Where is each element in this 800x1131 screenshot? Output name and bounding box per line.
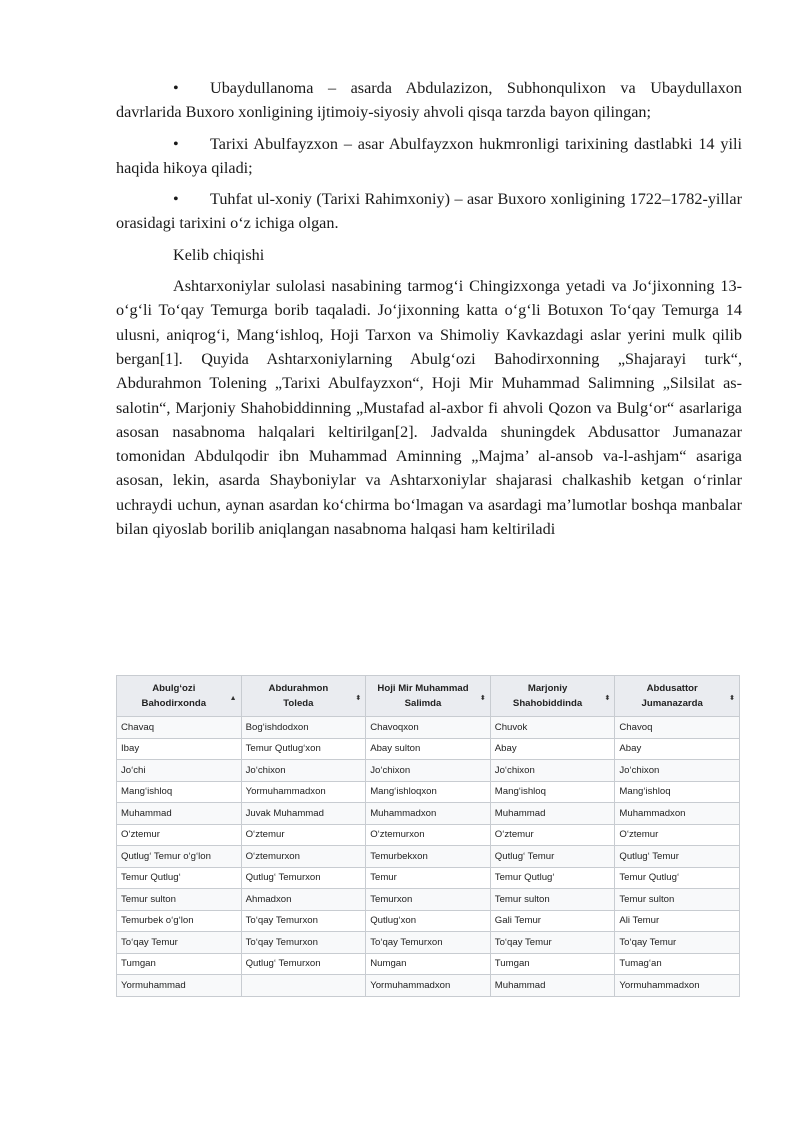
table-cell: Qutlug‘ Temur — [615, 846, 740, 868]
table-row — [117, 717, 740, 739]
table-cell: Qutlug‘xon — [366, 910, 491, 932]
table-cell: Jo‘chixon — [490, 760, 615, 782]
body-paragraph: Ashtarxoniylar sulolasi nasabining tarmog‘i Chingizxonga yetadi va Jo‘jixonning 13-o‘g‘li To‘qay Temurga borib taqaladi. Jo‘jixonning katta o‘g‘li Botuxon To‘qay Temurga 14 ulusni, aniqrog‘i, Mang‘ishloq, Hoji Tarxon va Shimoliy Kavkazdagi aslar yerini mulk qilib bergan[1]. Quyida Ashtarxoniylarning Abulg‘ozi Bahodirxonning „Shajarayi turk“, Abdurahmon Tolening „Tarixi Abulfayzxon“, Hoji Mir Muhammad Salimning „Silsilat as-salotin“, Marjoniy Shahobiddinning „Mustafad al-axbor fi ahvoli Qozon va Bulg‘or“ asarlariga asosan nasabnoma halqalari keltirilgan[2]. Jadvalda shuningdek Abdusattor Jumanazar tomonidan Abdulqodir ibn Muhammad Aminning „Majma’ al-ansob va-l-ashjam“ asariga asosan, lekin, asarda Shayboniylar va Ashtarxoniylar shajarasi chalkashib ketgan o‘rinlar uchraydi uchun, aynan asardan ko‘chirma bo‘lmagan va asardagi ma’lumotlar boshqa manbalar bilan qiyoslab borilib aniqlangan nasabnoma halqasi ham keltiriladi — [116, 277, 742, 539]
table-cell: Muhammadxon — [366, 803, 491, 825]
table-row — [117, 803, 740, 825]
table-cell: Abay — [490, 738, 615, 760]
table-cell: Yormuhammadxon — [241, 781, 366, 803]
table-cell: Temur Qutlug‘ — [490, 867, 615, 889]
document-text — [116, 76, 742, 541]
sort-icon[interactable]: ⬍ — [604, 695, 611, 702]
table-cell: Temur Qutlug‘ — [117, 867, 242, 889]
table-row — [117, 781, 740, 803]
table-row — [117, 824, 740, 846]
table-cell: Ali Temur — [615, 910, 740, 932]
table-row — [117, 953, 740, 975]
genealogy-table-wrapper — [116, 675, 740, 997]
table-cell: O‘ztemur — [241, 824, 366, 846]
table-cell: Temurxon — [366, 889, 491, 911]
column-header[interactable]: Abdusattor Jumanazarda ⬍ — [615, 676, 740, 717]
table-cell: Chavoqxon — [366, 717, 491, 739]
table-row — [117, 975, 740, 997]
table-cell: Qutlug‘ Temur — [490, 846, 615, 868]
table-cell: Chavoq — [615, 717, 740, 739]
table-cell: Tumgan — [490, 953, 615, 975]
table-cell: Abay sulton — [366, 738, 491, 760]
table-cell: Ahmadxon — [241, 889, 366, 911]
bullet-dot: • — [173, 190, 179, 209]
table-cell: Temur Qutlug‘ — [615, 867, 740, 889]
table-cell: Tumag‘an — [615, 953, 740, 975]
table-body — [117, 717, 740, 997]
table-cell: Mang‘ishloq — [490, 781, 615, 803]
table-cell: Temur sulton — [490, 889, 615, 911]
table-cell: To‘qay Temur — [490, 932, 615, 954]
section-heading: Kelib chiqishi — [173, 245, 265, 264]
table-row — [117, 867, 740, 889]
bullet-item — [116, 132, 742, 181]
table-cell — [241, 975, 366, 997]
table-cell: Tumgan — [117, 953, 242, 975]
table-cell: Mang‘ishloq — [117, 781, 242, 803]
table-cell: Temur Qutlug‘xon — [241, 738, 366, 760]
table-cell: Numgan — [366, 953, 491, 975]
table-cell: Qutlug‘ Temurxon — [241, 953, 366, 975]
table-cell: Juvak Muhammad — [241, 803, 366, 825]
bullet-dot: • — [173, 79, 179, 97]
table-cell: O‘ztemurxon — [241, 846, 366, 868]
table-cell: Jo‘chi — [117, 760, 242, 782]
sort-icon[interactable]: ⬍ — [479, 695, 486, 702]
table-cell: Temur sulton — [117, 889, 242, 911]
table-row — [117, 738, 740, 760]
table-row — [117, 932, 740, 954]
table-cell: Jo‘chixon — [241, 760, 366, 782]
table-cell: Gali Temur — [490, 910, 615, 932]
sort-icon[interactable]: ▲ — [229, 695, 237, 702]
table-row — [117, 889, 740, 911]
table-cell: O‘ztemur — [117, 824, 242, 846]
table-cell: Muhammad — [490, 803, 615, 825]
sort-icon[interactable]: ⬍ — [355, 695, 362, 702]
table-cell: Abay — [615, 738, 740, 760]
table-cell: Yormuhammadxon — [366, 975, 491, 997]
table-cell: To‘qay Temur — [117, 932, 242, 954]
table-cell: Temur — [366, 867, 491, 889]
table-cell: Ibay — [117, 738, 242, 760]
column-header[interactable]: Abdurahmon Toleda ⬍ — [241, 676, 366, 717]
bullet-item — [116, 187, 742, 236]
table-cell: Mang‘ishloqxon — [366, 781, 491, 803]
table-cell: Qutlug‘ Temur o‘g‘lon — [117, 846, 242, 868]
sort-icon[interactable]: ⬍ — [729, 695, 735, 702]
table-cell: Yormuhammad — [117, 975, 242, 997]
table-cell: Chuvok — [490, 717, 615, 739]
table-cell: Qutlug‘ Temurxon — [241, 867, 366, 889]
bullet-text: Tuhfat ul-xoniy (Tarixi Rahimxoniy) – asar Buxoro xonligining 1722–1782-yillar orasidagi tarixini o‘z ichiga olgan. — [116, 190, 742, 233]
table-cell: Temurbek o‘g‘lon — [117, 910, 242, 932]
table-cell: Temurbekxon — [366, 846, 491, 868]
column-header[interactable]: Abulg‘ozi Bahodirxonda ▲ — [117, 676, 242, 717]
table-header-row — [117, 676, 740, 717]
table-cell: To‘qay Temurxon — [366, 932, 491, 954]
table-cell: Muhammad — [117, 803, 242, 825]
table-row — [117, 910, 740, 932]
table-cell: Yormuhammadxon — [615, 975, 740, 997]
bullet-text: Tarixi Abulfayzxon – asar Abulfayzxon hukmronligi tarixining dastlabki 14 yili haqida hikoya qiladi; — [116, 134, 742, 177]
table-cell: O‘ztemur — [490, 824, 615, 846]
bullet-text: Ubaydullanoma – asarda Abdulazizon, Subhonqulixon va Ubaydullaxon davrlarida Buxoro xonligining ijtimoiy-siyosiy ahvoli qisqa tarzda bayon qilingan; — [116, 79, 742, 122]
table-cell: Muhammad — [490, 975, 615, 997]
table-row — [117, 846, 740, 868]
table-cell: To‘qay Temurxon — [241, 932, 366, 954]
table-cell: Jo‘chixon — [366, 760, 491, 782]
table-cell: Temur sulton — [615, 889, 740, 911]
table-cell: Bog‘ishdodxon — [241, 717, 366, 739]
table-cell: To‘qay Temur — [615, 932, 740, 954]
table-cell: Jo‘chixon — [615, 760, 740, 782]
bullet-item — [116, 76, 742, 125]
table-cell: Mang‘ishloq — [615, 781, 740, 803]
table-cell: O‘ztemur — [615, 824, 740, 846]
table-cell: O‘ztemurxon — [366, 824, 491, 846]
bullet-dot: • — [173, 134, 179, 153]
table-cell: To‘qay Temurxon — [241, 910, 366, 932]
column-header[interactable]: Hoji Mir Muhammad Salimda ⬍ — [366, 676, 491, 717]
table-cell: Muhammadxon — [615, 803, 740, 825]
column-header[interactable]: Marjoniy Shahobiddinda ⬍ — [490, 676, 615, 717]
genealogy-table — [116, 675, 740, 997]
table-cell: Chavaq — [117, 717, 242, 739]
table-row — [117, 760, 740, 782]
